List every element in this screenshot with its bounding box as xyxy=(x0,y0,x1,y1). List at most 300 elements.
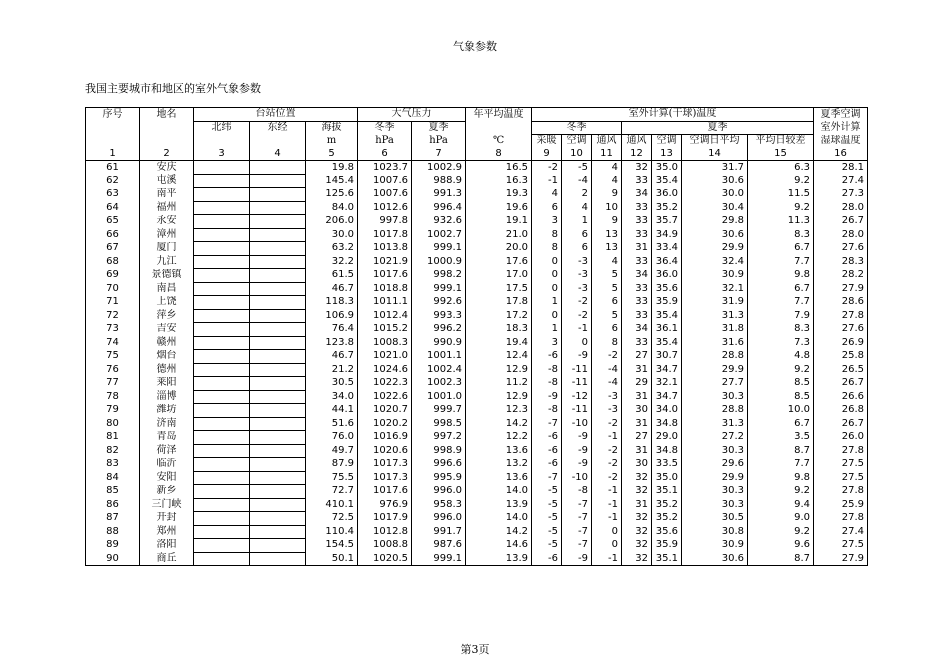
cell-daily-range: 3.5 xyxy=(748,431,814,445)
cell-altitude: 50.1 xyxy=(306,552,358,566)
cell-latitude xyxy=(194,282,250,296)
cell-summer-vent: 33 xyxy=(622,296,652,310)
cell-wet-bulb: 27.9 xyxy=(814,282,868,296)
cell-altitude: 44.1 xyxy=(306,404,358,418)
cell-winter-vent: 5 xyxy=(592,269,622,283)
cell-longitude xyxy=(250,242,306,256)
cell-daily-range: 4.8 xyxy=(748,350,814,364)
cell-seq: 73 xyxy=(86,323,140,337)
page-number: 第3页 xyxy=(460,643,490,656)
cell-summer-ac: 34.7 xyxy=(652,390,682,404)
cell-summer-ac: 35.9 xyxy=(652,539,682,553)
cell-seq: 82 xyxy=(86,444,140,458)
cell-winter-ac: -8 xyxy=(562,485,592,499)
cell-longitude xyxy=(250,350,306,364)
header-winter-vent: 通风 xyxy=(592,135,622,148)
weather-parameters-table xyxy=(85,107,868,566)
cell-city: 南昌 xyxy=(140,282,194,296)
cell-annual-temp: 20.0 xyxy=(466,242,532,256)
cell-summer-ac-daily: 30.5 xyxy=(682,512,748,526)
cell-winter-ac: -2 xyxy=(562,309,592,323)
header-blank xyxy=(86,121,140,135)
cell-winter-heating: 1 xyxy=(532,323,562,337)
cell-wet-bulb: 27.5 xyxy=(814,539,868,553)
cell-seq: 84 xyxy=(86,471,140,485)
cell-summer-pressure: 1002.3 xyxy=(412,377,466,391)
cell-winter-pressure: 1020.2 xyxy=(358,417,412,431)
cell-summer-ac: 34.7 xyxy=(652,363,682,377)
cell-summer-pressure: 998.5 xyxy=(412,417,466,431)
table-row xyxy=(86,323,868,337)
cell-summer-ac-daily: 31.7 xyxy=(682,161,748,175)
cell-longitude xyxy=(250,336,306,350)
cell-seq: 87 xyxy=(86,512,140,526)
cell-latitude xyxy=(194,512,250,526)
cell-city: 新乡 xyxy=(140,485,194,499)
cell-longitude xyxy=(250,161,306,175)
cell-winter-ac: -9 xyxy=(562,431,592,445)
cell-daily-range: 9.0 xyxy=(748,512,814,526)
cell-wet-bulb: 26.0 xyxy=(814,431,868,445)
cell-city: 永安 xyxy=(140,215,194,229)
cell-summer-ac-daily: 29.9 xyxy=(682,242,748,256)
cell-city: 临沂 xyxy=(140,458,194,472)
column-number: 11 xyxy=(592,148,622,161)
cell-winter-pressure: 1012.6 xyxy=(358,201,412,215)
cell-winter-ac: 6 xyxy=(562,242,592,256)
cell-annual-temp: 17.0 xyxy=(466,269,532,283)
cell-winter-heating: -5 xyxy=(532,498,562,512)
cell-city: 荷泽 xyxy=(140,444,194,458)
cell-winter-ac: -12 xyxy=(562,390,592,404)
cell-daily-range: 6.7 xyxy=(748,282,814,296)
cell-summer-ac: 35.6 xyxy=(652,282,682,296)
cell-latitude xyxy=(194,377,250,391)
cell-altitude: 46.7 xyxy=(306,282,358,296)
cell-winter-heating: 8 xyxy=(532,228,562,242)
cell-winter-vent: -4 xyxy=(592,377,622,391)
cell-winter-ac: -3 xyxy=(562,255,592,269)
cell-summer-ac-daily: 30.3 xyxy=(682,390,748,404)
cell-winter-vent: 6 xyxy=(592,296,622,310)
header-blank xyxy=(466,121,532,135)
cell-summer-vent: 33 xyxy=(622,309,652,323)
cell-annual-temp: 13.6 xyxy=(466,444,532,458)
cell-annual-temp: 14.0 xyxy=(466,485,532,499)
cell-annual-temp: 19.4 xyxy=(466,336,532,350)
cell-latitude xyxy=(194,309,250,323)
cell-winter-ac: -7 xyxy=(562,498,592,512)
cell-winter-vent: 13 xyxy=(592,228,622,242)
cell-summer-ac-daily: 29.8 xyxy=(682,215,748,229)
cell-altitude: 72.7 xyxy=(306,485,358,499)
cell-daily-range: 8.5 xyxy=(748,377,814,391)
cell-winter-vent: 4 xyxy=(592,255,622,269)
cell-winter-pressure: 1022.3 xyxy=(358,377,412,391)
cell-daily-range: 9.8 xyxy=(748,471,814,485)
cell-wet-bulb: 27.6 xyxy=(814,323,868,337)
cell-summer-vent: 33 xyxy=(622,201,652,215)
table-row xyxy=(86,336,868,350)
cell-longitude xyxy=(250,282,306,296)
cell-annual-temp: 17.5 xyxy=(466,282,532,296)
cell-seq: 68 xyxy=(86,255,140,269)
header-blank xyxy=(250,135,306,148)
table-row xyxy=(86,417,868,431)
header-latitude: 北纬 xyxy=(194,121,250,135)
cell-winter-heating: -5 xyxy=(532,485,562,499)
cell-latitude xyxy=(194,228,250,242)
cell-longitude xyxy=(250,323,306,337)
cell-city: 景德镇 xyxy=(140,269,194,283)
cell-city: 九江 xyxy=(140,255,194,269)
cell-daily-range: 7.7 xyxy=(748,296,814,310)
cell-winter-vent: -4 xyxy=(592,363,622,377)
cell-daily-range: 9.8 xyxy=(748,269,814,283)
cell-winter-heating: 0 xyxy=(532,255,562,269)
cell-wet-bulb: 27.6 xyxy=(814,242,868,256)
cell-seq: 81 xyxy=(86,431,140,445)
cell-seq: 80 xyxy=(86,417,140,431)
table-row xyxy=(86,188,868,202)
cell-summer-ac-daily: 32.1 xyxy=(682,282,748,296)
cell-summer-ac: 35.1 xyxy=(652,485,682,499)
cell-winter-pressure: 1007.6 xyxy=(358,188,412,202)
cell-daily-range: 7.3 xyxy=(748,336,814,350)
cell-daily-range: 7.7 xyxy=(748,255,814,269)
cell-seq: 67 xyxy=(86,242,140,256)
cell-summer-vent: 32 xyxy=(622,161,652,175)
cell-winter-vent: -3 xyxy=(592,404,622,418)
cell-longitude xyxy=(250,417,306,431)
cell-winter-vent: 4 xyxy=(592,161,622,175)
cell-wet-bulb: 28.0 xyxy=(814,228,868,242)
cell-summer-pressure: 999.1 xyxy=(412,552,466,566)
cell-winter-pressure: 1017.8 xyxy=(358,228,412,242)
cell-daily-range: 6.7 xyxy=(748,242,814,256)
cell-summer-pressure: 1002.9 xyxy=(412,161,466,175)
cell-summer-vent: 31 xyxy=(622,363,652,377)
cell-daily-range: 6.3 xyxy=(748,161,814,175)
table-row xyxy=(86,174,868,188)
cell-winter-heating: 1 xyxy=(532,296,562,310)
cell-daily-range: 7.9 xyxy=(748,309,814,323)
header-altitude: 海拔 xyxy=(306,121,358,135)
cell-summer-vent: 31 xyxy=(622,390,652,404)
cell-wet-bulb: 27.5 xyxy=(814,458,868,472)
table-row xyxy=(86,201,868,215)
cell-daily-range: 8.7 xyxy=(748,444,814,458)
column-number: 15 xyxy=(748,148,814,161)
cell-daily-range: 9.2 xyxy=(748,174,814,188)
cell-wet-bulb: 27.8 xyxy=(814,512,868,526)
cell-winter-pressure: 1020.5 xyxy=(358,552,412,566)
cell-longitude xyxy=(250,471,306,485)
cell-city: 三门峡 xyxy=(140,498,194,512)
cell-summer-pressure: 992.6 xyxy=(412,296,466,310)
unit-altitude: m xyxy=(306,135,358,148)
cell-summer-pressure: 995.9 xyxy=(412,471,466,485)
cell-winter-ac: 1 xyxy=(562,215,592,229)
cell-altitude: 46.7 xyxy=(306,350,358,364)
cell-altitude: 87.9 xyxy=(306,458,358,472)
cell-winter-heating: -9 xyxy=(532,390,562,404)
cell-daily-range: 9.2 xyxy=(748,201,814,215)
cell-winter-ac: -7 xyxy=(562,512,592,526)
header-summer-pressure: 夏季 xyxy=(412,121,466,135)
cell-seq: 89 xyxy=(86,539,140,553)
cell-city: 安庆 xyxy=(140,161,194,175)
cell-summer-pressure: 991.3 xyxy=(412,188,466,202)
cell-summer-ac: 36.1 xyxy=(652,323,682,337)
column-number: 13 xyxy=(652,148,682,161)
cell-annual-temp: 13.9 xyxy=(466,552,532,566)
cell-seq: 66 xyxy=(86,228,140,242)
cell-summer-vent: 31 xyxy=(622,417,652,431)
cell-latitude xyxy=(194,215,250,229)
cell-summer-ac: 30.7 xyxy=(652,350,682,364)
cell-altitude: 34.0 xyxy=(306,390,358,404)
cell-winter-pressure: 1012.4 xyxy=(358,309,412,323)
cell-seq: 88 xyxy=(86,525,140,539)
cell-altitude: 32.2 xyxy=(306,255,358,269)
cell-winter-vent: 4 xyxy=(592,174,622,188)
cell-annual-temp: 17.6 xyxy=(466,255,532,269)
cell-wet-bulb: 28.6 xyxy=(814,296,868,310)
cell-winter-vent: 0 xyxy=(592,525,622,539)
cell-winter-heating: -6 xyxy=(532,444,562,458)
cell-summer-ac: 33.5 xyxy=(652,458,682,472)
cell-latitude xyxy=(194,404,250,418)
cell-winter-pressure: 1017.3 xyxy=(358,458,412,472)
cell-winter-vent: -1 xyxy=(592,552,622,566)
column-number: 4 xyxy=(250,148,306,161)
cell-altitude: 75.5 xyxy=(306,471,358,485)
header-annual-temp: 年平均温度 xyxy=(466,108,532,122)
table-row xyxy=(86,296,868,310)
cell-winter-pressure: 1016.9 xyxy=(358,431,412,445)
column-number: 2 xyxy=(140,148,194,161)
cell-longitude xyxy=(250,485,306,499)
cell-daily-range: 9.2 xyxy=(748,363,814,377)
cell-winter-pressure: 1008.3 xyxy=(358,336,412,350)
cell-city: 南平 xyxy=(140,188,194,202)
cell-altitude: 63.2 xyxy=(306,242,358,256)
cell-latitude xyxy=(194,242,250,256)
cell-daily-range: 7.7 xyxy=(748,458,814,472)
header-blank xyxy=(140,135,194,148)
header-summer-temp: 夏季 xyxy=(622,121,814,135)
cell-summer-ac-daily: 31.9 xyxy=(682,296,748,310)
cell-summer-ac-daily: 29.6 xyxy=(682,458,748,472)
cell-longitude xyxy=(250,215,306,229)
cell-winter-heating: -6 xyxy=(532,431,562,445)
cell-winter-heating: 8 xyxy=(532,242,562,256)
cell-summer-ac: 35.7 xyxy=(652,215,682,229)
cell-summer-pressure: 1001.1 xyxy=(412,350,466,364)
cell-daily-range: 10.0 xyxy=(748,404,814,418)
cell-summer-vent: 33 xyxy=(622,336,652,350)
cell-winter-heating: -8 xyxy=(532,377,562,391)
cell-annual-temp: 12.9 xyxy=(466,390,532,404)
column-number: 9 xyxy=(532,148,562,161)
cell-winter-heating: 3 xyxy=(532,215,562,229)
cell-summer-vent: 33 xyxy=(622,174,652,188)
cell-longitude xyxy=(250,512,306,526)
cell-winter-ac: -1 xyxy=(562,323,592,337)
cell-seq: 61 xyxy=(86,161,140,175)
table-row xyxy=(86,269,868,283)
cell-winter-ac: -11 xyxy=(562,363,592,377)
cell-summer-pressure: 932.6 xyxy=(412,215,466,229)
cell-wet-bulb: 27.4 xyxy=(814,525,868,539)
page-title: 气象参数 xyxy=(453,40,497,53)
cell-summer-ac-daily: 30.3 xyxy=(682,498,748,512)
cell-winter-ac: -11 xyxy=(562,404,592,418)
cell-winter-heating: -7 xyxy=(532,471,562,485)
cell-longitude xyxy=(250,309,306,323)
cell-wet-bulb: 27.5 xyxy=(814,471,868,485)
cell-winter-pressure: 1020.7 xyxy=(358,404,412,418)
cell-daily-range: 8.7 xyxy=(748,552,814,566)
cell-winter-ac: -4 xyxy=(562,174,592,188)
cell-winter-ac: -2 xyxy=(562,296,592,310)
column-number: 16 xyxy=(814,148,868,161)
cell-winter-vent: 8 xyxy=(592,336,622,350)
cell-winter-pressure: 1007.6 xyxy=(358,174,412,188)
cell-winter-ac: -10 xyxy=(562,471,592,485)
cell-seq: 86 xyxy=(86,498,140,512)
cell-summer-ac-daily: 28.8 xyxy=(682,350,748,364)
cell-daily-range: 8.3 xyxy=(748,228,814,242)
cell-winter-pressure: 1020.6 xyxy=(358,444,412,458)
table-row xyxy=(86,498,868,512)
cell-winter-vent: 13 xyxy=(592,242,622,256)
header-winter-temp: 冬季 xyxy=(532,121,622,135)
table-row xyxy=(86,363,868,377)
column-number: 1 xyxy=(86,148,140,161)
cell-longitude xyxy=(250,431,306,445)
cell-city: 吉安 xyxy=(140,323,194,337)
cell-altitude: 118.3 xyxy=(306,296,358,310)
cell-annual-temp: 19.1 xyxy=(466,215,532,229)
cell-wet-bulb: 26.7 xyxy=(814,377,868,391)
cell-winter-pressure: 1013.8 xyxy=(358,242,412,256)
cell-winter-pressure: 1015.2 xyxy=(358,323,412,337)
cell-winter-heating: -1 xyxy=(532,174,562,188)
cell-city: 潍坊 xyxy=(140,404,194,418)
cell-summer-vent: 33 xyxy=(622,215,652,229)
cell-altitude: 49.7 xyxy=(306,444,358,458)
cell-seq: 69 xyxy=(86,269,140,283)
header-longitude: 东经 xyxy=(250,121,306,135)
cell-altitude: 84.0 xyxy=(306,201,358,215)
cell-summer-ac-daily: 30.0 xyxy=(682,188,748,202)
cell-daily-range: 6.7 xyxy=(748,417,814,431)
cell-wet-bulb: 26.7 xyxy=(814,417,868,431)
cell-winter-pressure: 1024.6 xyxy=(358,363,412,377)
cell-annual-temp: 13.2 xyxy=(466,458,532,472)
cell-winter-vent: -2 xyxy=(592,350,622,364)
cell-longitude xyxy=(250,390,306,404)
table-row xyxy=(86,309,868,323)
cell-winter-pressure: 976.9 xyxy=(358,498,412,512)
table-row xyxy=(86,255,868,269)
cell-longitude xyxy=(250,458,306,472)
cell-summer-pressure: 996.0 xyxy=(412,512,466,526)
cell-summer-pressure: 997.2 xyxy=(412,431,466,445)
cell-seq: 90 xyxy=(86,552,140,566)
cell-altitude: 30.0 xyxy=(306,228,358,242)
cell-summer-pressure: 993.3 xyxy=(412,309,466,323)
cell-winter-ac: -11 xyxy=(562,377,592,391)
header-name: 地名 xyxy=(140,108,194,122)
cell-altitude: 76.4 xyxy=(306,323,358,337)
cell-longitude xyxy=(250,201,306,215)
cell-annual-temp: 16.3 xyxy=(466,174,532,188)
cell-altitude: 410.1 xyxy=(306,498,358,512)
cell-winter-heating: -5 xyxy=(532,525,562,539)
cell-latitude xyxy=(194,471,250,485)
cell-summer-vent: 34 xyxy=(622,188,652,202)
cell-annual-temp: 14.6 xyxy=(466,539,532,553)
cell-winter-pressure: 1021.9 xyxy=(358,255,412,269)
cell-city: 上饶 xyxy=(140,296,194,310)
cell-winter-vent: -2 xyxy=(592,471,622,485)
header-summer-ac-col: 空调 xyxy=(652,135,682,148)
cell-winter-vent: -2 xyxy=(592,417,622,431)
cell-seq: 71 xyxy=(86,296,140,310)
cell-altitude: 123.8 xyxy=(306,336,358,350)
cell-city: 商丘 xyxy=(140,552,194,566)
cell-winter-ac: 4 xyxy=(562,201,592,215)
cell-city: 淄博 xyxy=(140,390,194,404)
cell-wet-bulb: 26.7 xyxy=(814,215,868,229)
cell-longitude xyxy=(250,228,306,242)
cell-altitude: 125.6 xyxy=(306,188,358,202)
column-number: 14 xyxy=(682,148,748,161)
cell-winter-heating: 0 xyxy=(532,309,562,323)
cell-wet-bulb: 27.8 xyxy=(814,309,868,323)
column-number-row xyxy=(86,148,868,161)
cell-altitude: 51.6 xyxy=(306,417,358,431)
cell-altitude: 72.5 xyxy=(306,512,358,526)
cell-annual-temp: 12.9 xyxy=(466,363,532,377)
cell-city: 安阳 xyxy=(140,471,194,485)
cell-wet-bulb: 28.2 xyxy=(814,269,868,283)
cell-winter-ac: -9 xyxy=(562,458,592,472)
cell-summer-ac: 35.1 xyxy=(652,552,682,566)
table-row xyxy=(86,282,868,296)
header-pressure: 大气压力 xyxy=(358,108,466,122)
cell-winter-ac: -7 xyxy=(562,525,592,539)
cell-summer-ac-daily: 29.9 xyxy=(682,471,748,485)
cell-annual-temp: 17.2 xyxy=(466,309,532,323)
cell-city: 萍乡 xyxy=(140,309,194,323)
table-row xyxy=(86,215,868,229)
cell-winter-vent: -1 xyxy=(592,485,622,499)
cell-summer-ac: 35.4 xyxy=(652,336,682,350)
cell-summer-ac-daily: 30.3 xyxy=(682,485,748,499)
cell-longitude xyxy=(250,404,306,418)
cell-latitude xyxy=(194,161,250,175)
cell-summer-ac-daily: 28.8 xyxy=(682,404,748,418)
cell-summer-ac: 34.8 xyxy=(652,444,682,458)
cell-seq: 74 xyxy=(86,336,140,350)
cell-winter-ac: -5 xyxy=(562,161,592,175)
cell-winter-vent: -1 xyxy=(592,498,622,512)
cell-summer-ac: 35.2 xyxy=(652,498,682,512)
